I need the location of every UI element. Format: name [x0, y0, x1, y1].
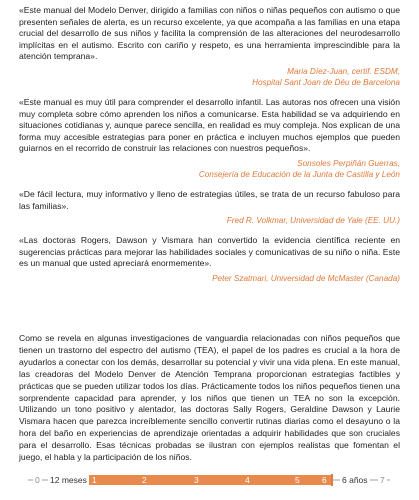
endorsement-text: «Las doctoras Rogers, Dawson y Vismara han convertido la evidencia científica reciente en sugerencias prácticas para mejorar las habilidades sociales y comunicativas de su niño o niña. Este es un manual que usted apreciará enormemente».	[19, 235, 400, 269]
endorsement-4	[19, 235, 400, 284]
endorsement-text: «Este manual del Modelo Denver, dirigido a familias con niños o niñas pequeños con autismo o que presenten señales de alerta, es un recurso excelente, ya que acompaña a las familias en una etapa crucial del desarrollo de sus niños y facilita la comprensión de las alteraciones del neurodesarrollo implícitas en el autismo. Escrito con cariño y respeto, es una herramienta imprescindible para la atención temprana».	[19, 5, 400, 62]
age-tick-6: 6	[322, 475, 327, 485]
age-tick-4: 4	[245, 475, 250, 485]
endorsement-1	[19, 5, 400, 88]
age-tick-1: 1	[92, 475, 97, 485]
endorsement-author: Fred R. Volkmar, Universidad de Yale (EE. UU.)	[226, 216, 400, 226]
endorsement-text: «Este manual es muy útil para comprender el desarrollo infantil. Las autoras nos ofrecen una visión muy completa sobre cómo aprenden los niños a comunicarse. Esta habilidad se va adquiriendo en situaciones cotidianas y, aunque parece sencilla, en realidad es muy compleja. Nos explican de una forma muy accesible estrategias para poner en práctica e incluyen muchos ejemplos que pueden guiarnos en el recorrido de construir las relaciones con nuestros pequeños».	[19, 96, 400, 154]
endorsement-attribution	[19, 158, 400, 180]
book-description: Como se revela en algunas investigaciones de vanguardia relacionadas con niños pequeños que tienen un trastorno del espectro del autismo (TEA), el papel de los padres es crucial a la hora de ayudarlos a conectar con los demás, desarrollar su potencial y vivir una vida plena. En este manual, las creadoras del Modelo Denver de Atención Temprana proporcionan estrategias factibles y prácticas que se pueden utilizar todos los días. Prácticamente todos los niños pequeños tienen una sorprendente capacidad para aprender, y los niños que tienen un TEA no son la excepción. Utilizando un tono positivo y alentador, las doctoras Sally Rogers, Geraldine Dawson y Laurie Vismara hacen que parezca increíblemente sencillo convertir rutinas diarias como el desayuno o la hora del baño en experiencias de aprendizaje orientadas a adquirir habilidades que son cruciales para el desarrollo. Esas técnicas probadas se ilustran con ejemplos realistas que fomentan el juego, el habla y la participación de los niños.	[19, 333, 400, 463]
endorsement-attribution	[19, 215, 400, 226]
endorsement-attribution	[19, 66, 400, 88]
age-tick-3: 3	[194, 475, 199, 485]
age-tick-2: 2	[142, 475, 147, 485]
endorsement-2	[19, 97, 400, 180]
endorsements	[19, 5, 400, 293]
endorsement-author: Peter Szatmari, Universidad de McMaster (Canada)	[212, 273, 400, 283]
age-tick-0: 0	[33, 472, 42, 488]
endorsement-attribution	[19, 273, 400, 284]
endorsement-affiliation: Hospital Sant Joan de Déu de Barcelona	[252, 77, 400, 87]
endorsement-3	[19, 189, 400, 226]
endorsement-text: «De fácil lectura, muy informativo y lleno de estrategias útiles, se trata de un recurso fabuloso para las familias».	[19, 188, 400, 211]
age-tick-5: 5	[295, 475, 300, 485]
endorsement-author: Sonsoles Perpiñán Guerras,	[297, 158, 400, 168]
endorsement-author: Maria Díez-Juan, certif. ESDM,	[287, 66, 400, 76]
age-tick-6-anos: 6 años	[340, 472, 370, 488]
age-range-bar	[0, 471, 419, 489]
age-tick-12-meses: 12 meses	[48, 472, 89, 488]
endorsement-affiliation: Consejería de Educación de la Junta de Castilla y León	[198, 169, 400, 179]
age-tick-7: 7	[378, 472, 387, 488]
age-bar-end-marker	[331, 474, 333, 486]
